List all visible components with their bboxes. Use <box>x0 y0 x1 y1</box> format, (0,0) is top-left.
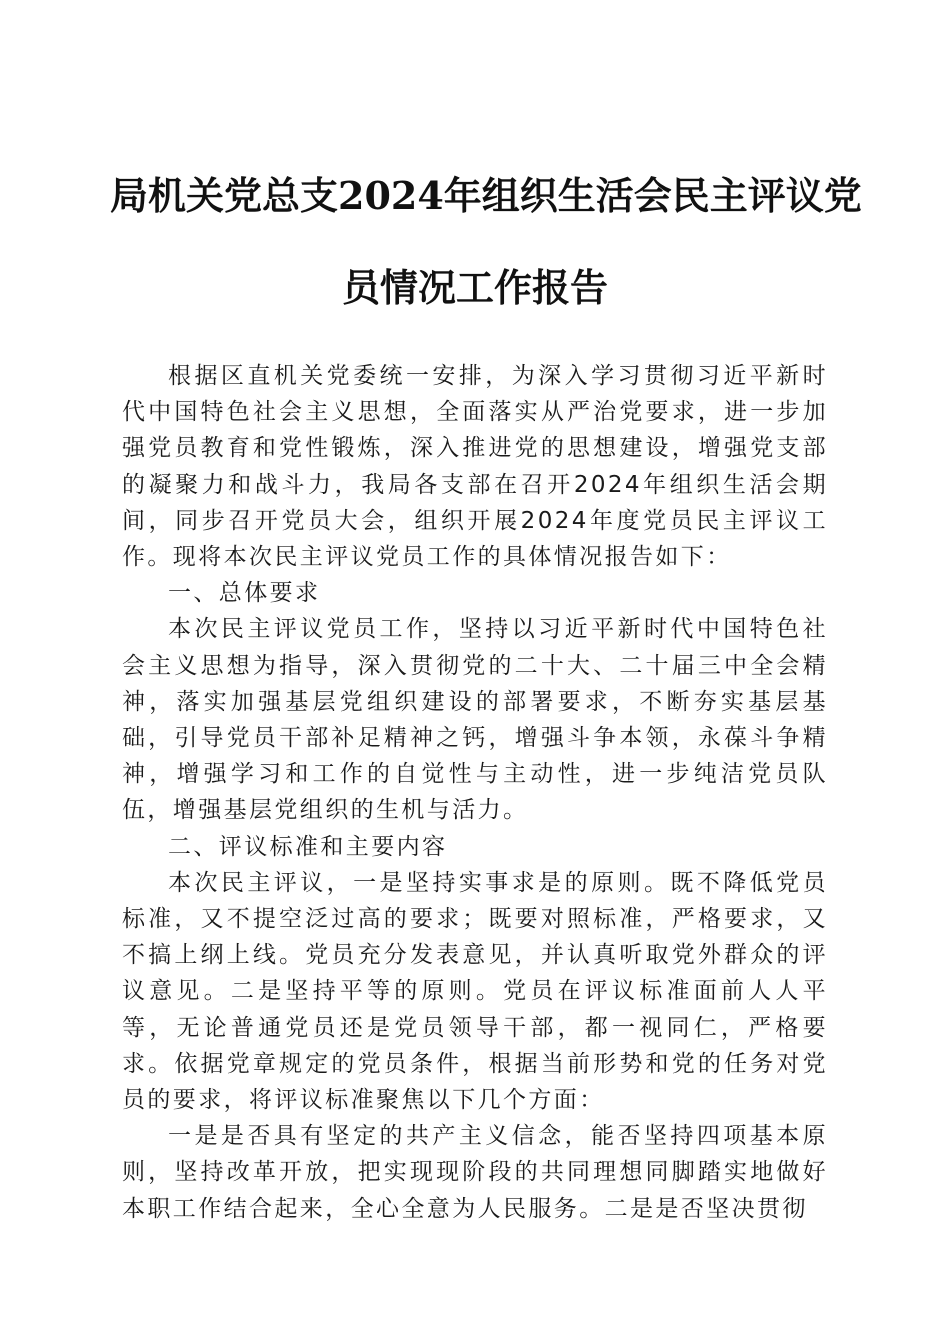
section-2-paragraph: 本次民主评议，一是坚持实事求是的原则。既不降低党员标准，又不提空泛过高的要求；既要对照标准，严格要求，又不搞上纲上线。党员充分发表意见，并认真听取党外群众的评议意见。二是坚持平等的原则。党员在评议标准面前人人平等，无论普通党员还是党员领导干部，都一视同仁，严格要求。依据党章规定的党员条件，根据当前形势和党的任务对党员的要求，将评议标准聚焦以下几个方面： <box>122 869 828 1114</box>
intro-paragraph: 根据区直机关党委统一安排，为深入学习贯彻习近平新时代中国特色社会主义思想，全面落实从严治党要求，进一步加强党员教育和党性锻炼，深入推进党的思想建设，增强党支部的凝聚力和战斗力，我局各支部在召开2024年组织生活会期间，同步召开党员大会，组织开展2024年度党员民主评议工作。现将本次民主评议党员工作的具体情况报告如下： <box>122 363 828 571</box>
section-1-paragraph: 本次民主评议党员工作，坚持以习近平新时代中国特色社会主义思想为指导，深入贯彻党的二十大、二十届三中全会精神，落实加强基层党组织建设的部署要求，不断夯实基层基础，引导党员干部补足精神之钙，增强斗争本领，永葆斗争精神，增强学习和工作的自觉性与主动性，进一步纯洁党员队伍，增强基层党组织的生机与活力。 <box>122 616 828 824</box>
document-title <box>110 150 862 334</box>
section-heading-1: 一、总体要求 <box>168 580 321 607</box>
document-body <box>122 358 828 1227</box>
title-line-1: 局机关党总支2024年组织生活会民主评议党 <box>110 173 862 218</box>
section-heading-2: 二、评议标准和主要内容 <box>168 833 448 860</box>
section-2-criteria-paragraph: 一是是否具有坚定的共产主义信念，能否坚持四项基本原则，坚持改革开放，把实现现阶段的共同理想同脚踏实地做好本职工作结合起来，全心全意为人民服务。二是是否坚决贯彻 <box>122 1123 828 1222</box>
title-line-2: 员情况工作报告 <box>341 265 608 310</box>
